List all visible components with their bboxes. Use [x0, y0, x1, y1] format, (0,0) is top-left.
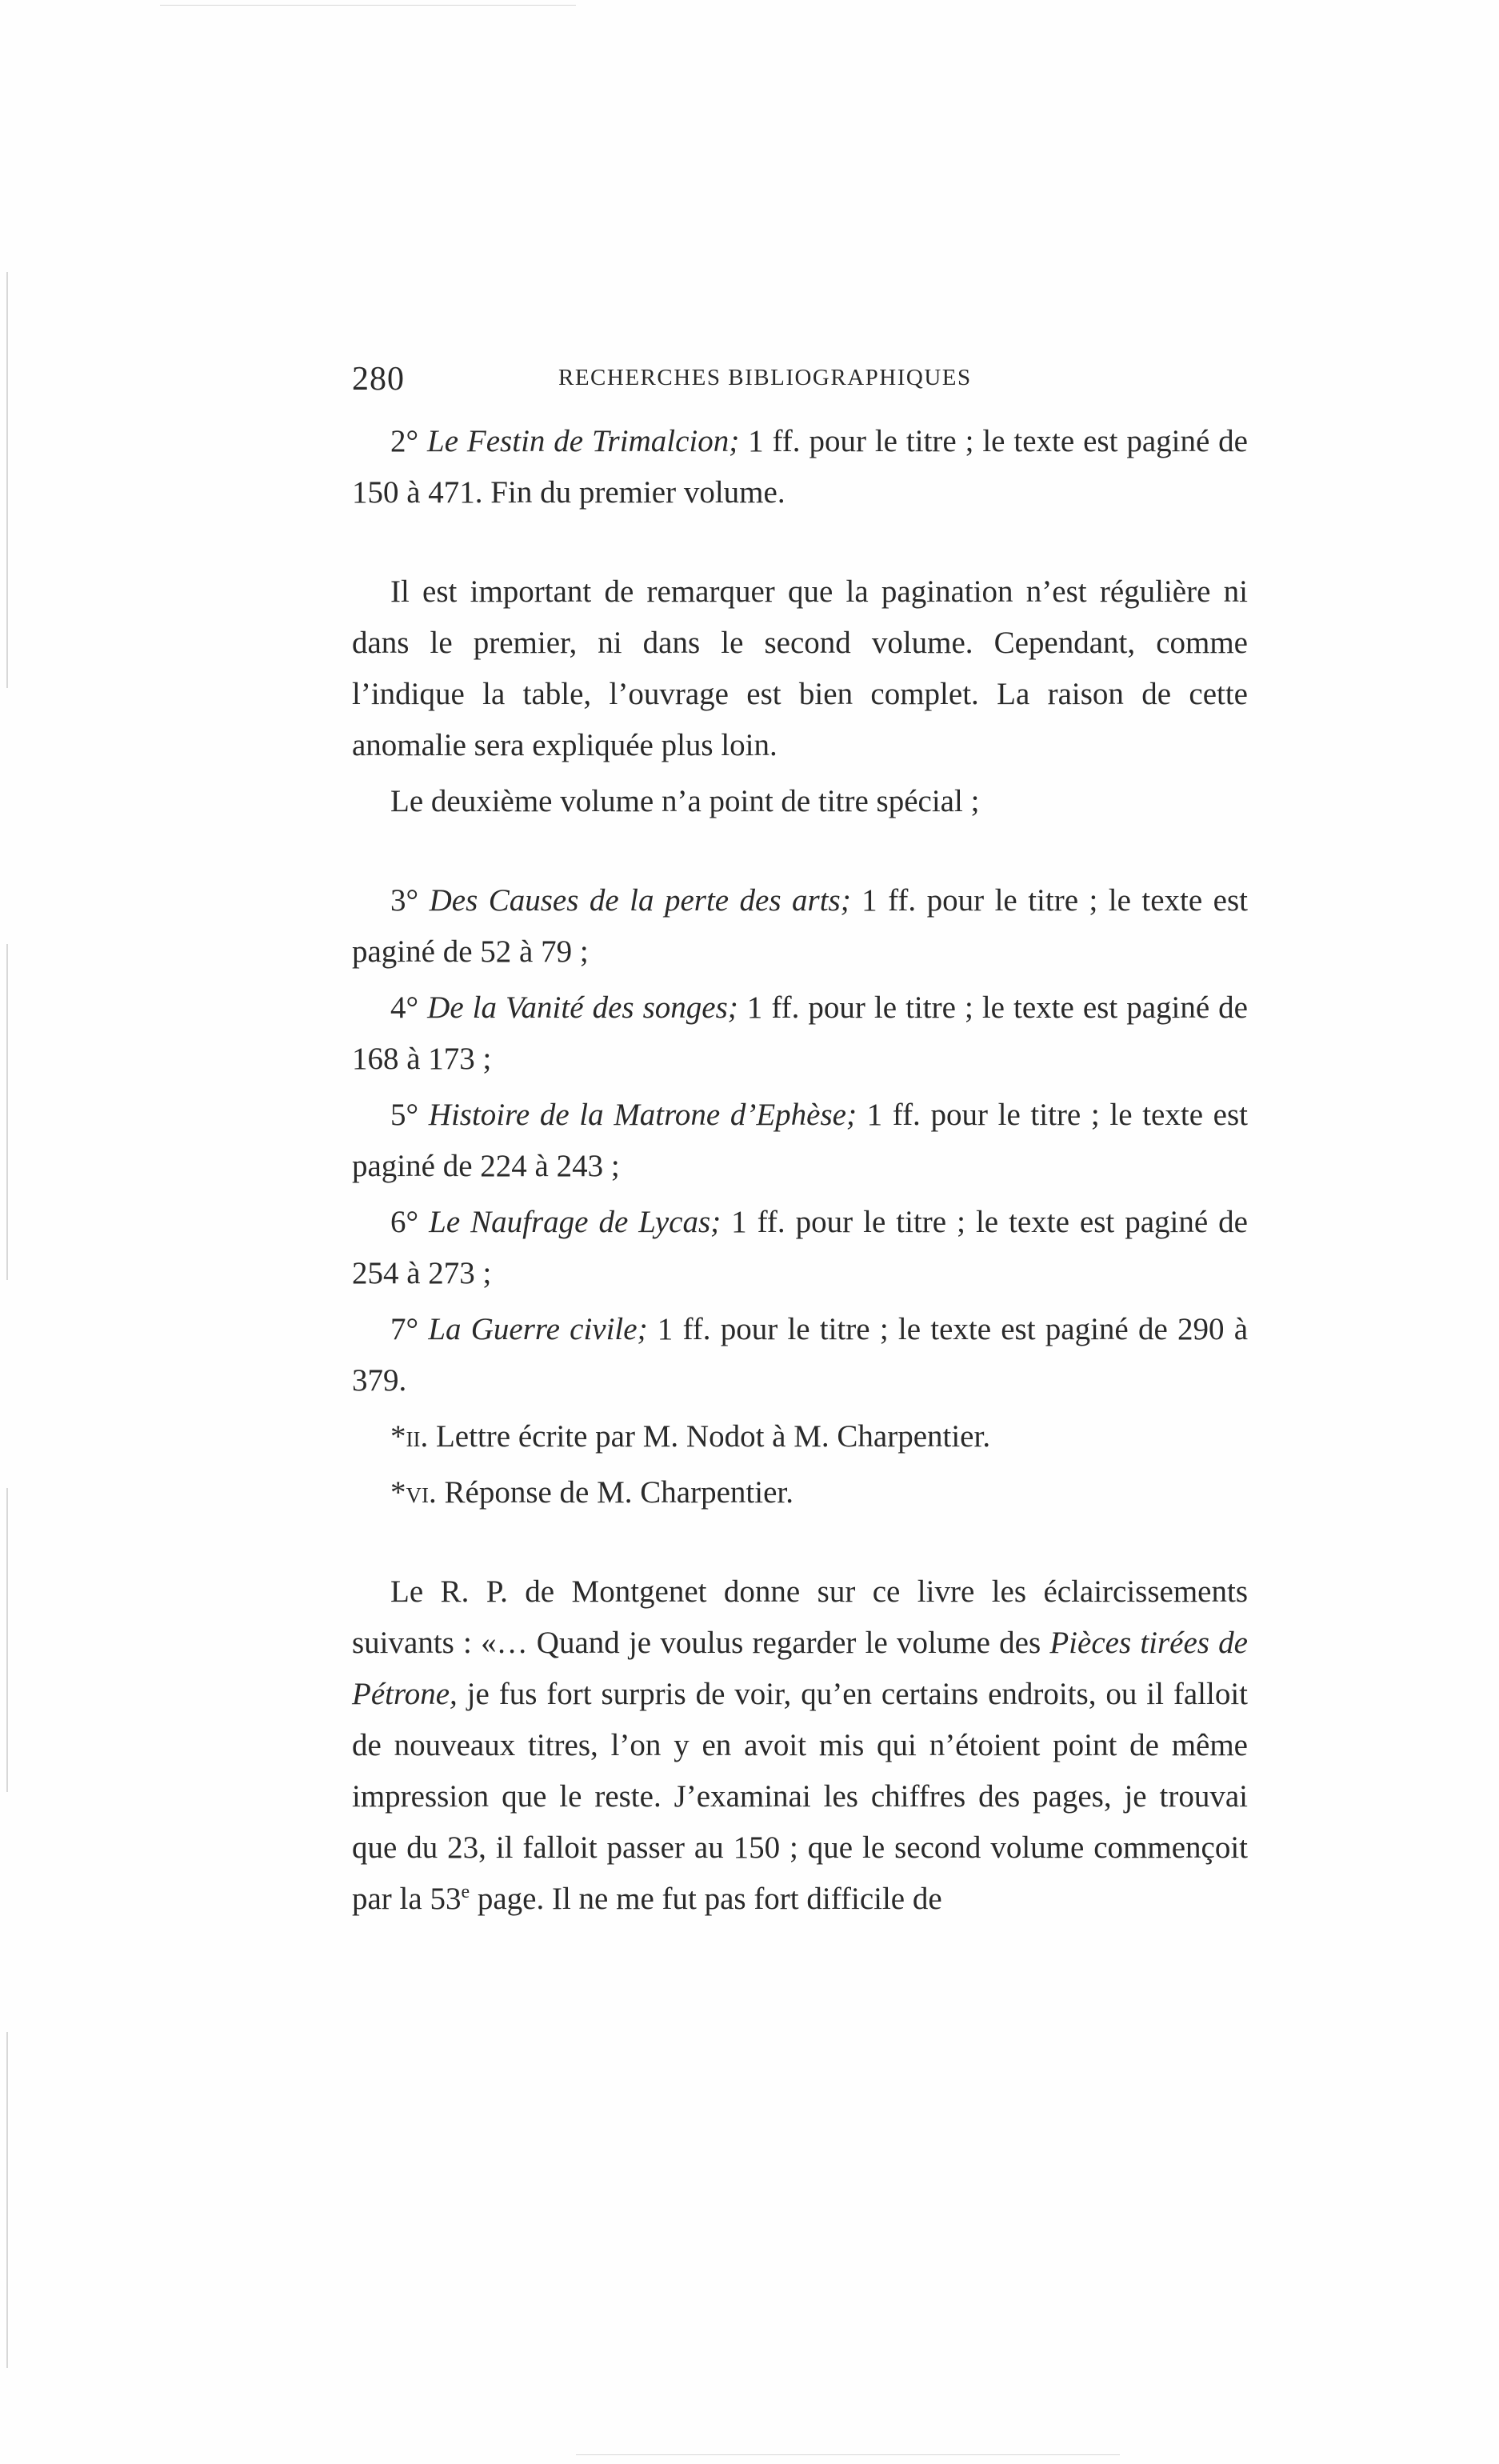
page-header: [352, 360, 1240, 408]
body-text: [352, 416, 1248, 1925]
item-title: Des Causes de la perte des arts;: [429, 883, 851, 918]
letter-entry: [352, 1467, 1248, 1518]
letter-title: Lettre écrite par M. Nodot à M. Charpentier.: [428, 1419, 991, 1454]
letter-title: Réponse de M. Charpentier.: [436, 1475, 793, 1510]
list-item: [352, 1304, 1248, 1406]
scan-margin-line: [6, 2032, 8, 2368]
final-paragraph-part-1: Le R. P. de Montgenet donne sur ce livre les éclaircissements suivants : «… Quand je voulus regarder le volume des: [352, 1574, 1248, 1660]
running-title: RECHERCHES BIBLIOGRAPHIQUES: [558, 365, 972, 390]
item-description: 1 ff. pour le titre ; le texte est paginé de 52 à 79 ;: [352, 883, 1248, 969]
item-description: 1 ff. pour le titre ; le texte est paginé de 254 à 273 ;: [352, 1205, 1248, 1290]
scan-margin-line: [6, 1488, 8, 1792]
letter-mark: *vi.: [390, 1475, 437, 1510]
item-description: 1 ff. pour le titre ; le texte est paginé de 168 à 173 ;: [352, 990, 1248, 1076]
letter-mark: *ii.: [390, 1419, 429, 1454]
list-item: [352, 982, 1248, 1085]
scan-bottom-edge: [576, 2454, 1120, 2455]
item-number: 5°: [390, 1098, 419, 1132]
final-paragraph-part-2: je fus fort surpris de voir, qu’en certains endroits, ou il falloit de nouveaux titres, l’on y en avoit mis qui n’étoient point de même impression que le reste. J’examinai les chiffres des pages, je trouvai que du 23, il falloit passer au 150 ; que le second volume commençoit par la 53: [352, 1677, 1248, 1916]
list-item: [352, 1090, 1248, 1192]
item-number: 4°: [390, 990, 419, 1025]
item-description: 1 ff. pour le titre ; le texte est paginé de 290 à 379.: [352, 1312, 1248, 1398]
superscript-e: e: [461, 1882, 470, 1902]
item-number: 7°: [390, 1312, 419, 1346]
item-number: 3°: [390, 883, 419, 918]
item-title: De la Vanité des songes;: [427, 990, 738, 1025]
second-volume-paragraph: Le deuxième volume n’a point de titre spécial ;: [390, 784, 980, 818]
list-item: [352, 875, 1248, 978]
item-number: 6°: [390, 1205, 419, 1239]
final-paragraph-part-3: page. Il ne me fut pas fort difficile de: [470, 1882, 942, 1916]
scan-margin-line: [6, 944, 8, 1280]
scan-margin-line: [6, 272, 8, 688]
item-title: Le Naufrage de Lycas;: [429, 1205, 722, 1239]
item-description: 1 ff. pour le titre ; le texte est paginé de 150 à 471. Fin du premier volume.: [352, 424, 1248, 510]
list-item: [352, 1197, 1248, 1299]
list-item: [352, 416, 1248, 518]
item-number: 2°: [390, 424, 419, 458]
letter-entry: [352, 1411, 1248, 1462]
final-paragraph-italic-title: Pièces tirées de Pétrone,: [352, 1626, 1248, 1711]
item-title: La Guerre civile;: [428, 1312, 648, 1346]
item-title: Le Festin de Trimalcion;: [427, 424, 740, 458]
page-number: 280: [352, 361, 405, 398]
item-title: Histoire de la Matrone d’Ephèse;: [428, 1098, 857, 1132]
pagination-paragraph: Il est important de remarquer que la pagination n’est régulière ni dans le premier, ni dans le second volume. Cependant, comme l’indique la table, l’ouvrage est bien complet. La raison de cette anomalie sera expliquée plus loin.: [352, 574, 1248, 762]
scan-top-edge: [160, 5, 576, 6]
item-description: 1 ff. pour le titre ; le texte est paginé de 224 à 243 ;: [352, 1098, 1249, 1183]
final-paragraph: [352, 1566, 1248, 1925]
